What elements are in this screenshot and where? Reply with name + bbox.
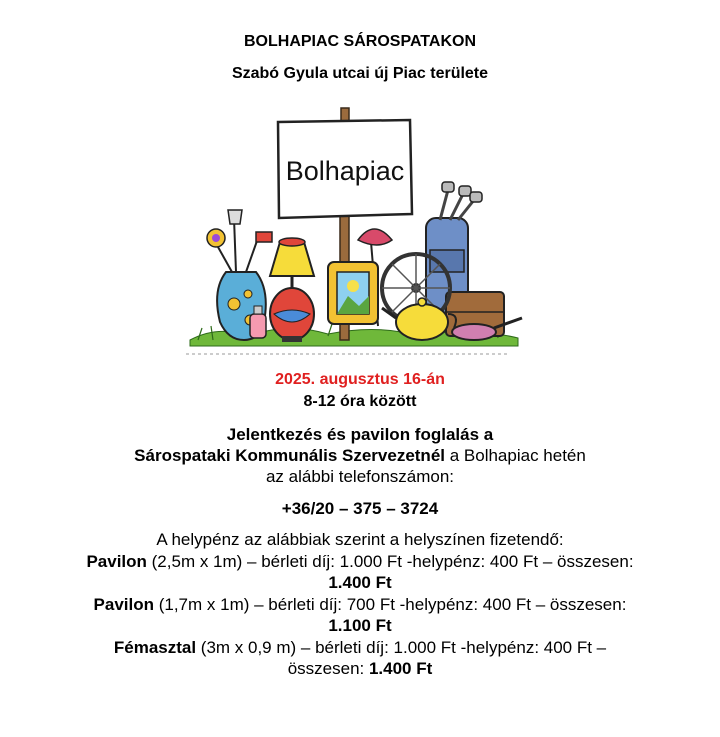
flea-market-illustration [178, 100, 528, 358]
price-item-total-prefix: összesen: [287, 659, 369, 678]
price-item-details: (2,5m x 1m) – bérleti díj: 1.000 Ft -helypénz: 400 Ft – összesen: [146, 552, 634, 571]
price-item-3 [0, 638, 720, 658]
price-item-details: (1,7m x 1m) – bérleti díj: 700 Ft -helypénz: 400 Ft – összesen: [154, 595, 627, 614]
pricing-intro: A helypénz az alábbiak szerint a helyszínen fizetendő: [156, 530, 564, 549]
sign-text: Bolhapiac [285, 156, 405, 186]
organization-name: Sárospataki Kommunális Szervezetnél [134, 446, 445, 465]
price-item-details: (3m x 0,9 m) – bérleti díj: 1.000 Ft -helypénz: 400 Ft – [196, 638, 607, 657]
registration-line-2-rest: a Bolhapiac hetén [445, 446, 586, 465]
page-title: BOLHAPIAC SÁROSPATAKON [244, 33, 476, 50]
price-item-name: Pavilon [93, 595, 154, 614]
price-item-2 [0, 595, 720, 615]
price-item-total: 1.400 Ft [368, 659, 433, 678]
price-item-name: Pavilon [86, 552, 147, 571]
price-item-name: Fémasztal [113, 638, 197, 657]
event-time: 8-12 óra között [303, 393, 417, 410]
registration-line-3: az alábbi telefonszámon: [265, 467, 455, 486]
page-subtitle: Szabó Gyula utcai új Piac területe [231, 65, 489, 82]
price-item-2-total: 1.100 Ft [328, 616, 392, 635]
registration-line-1: Jelentkezés és pavilon foglalás a [226, 425, 494, 444]
price-item-3-total [0, 659, 720, 679]
event-date: 2025. augusztus 16-án [275, 371, 445, 388]
price-item-1 [0, 552, 720, 572]
registration-line-2 [0, 446, 720, 466]
phone-number: +36/20 – 375 – 3724 [281, 499, 439, 518]
price-item-1-total: 1.400 Ft [328, 573, 392, 592]
